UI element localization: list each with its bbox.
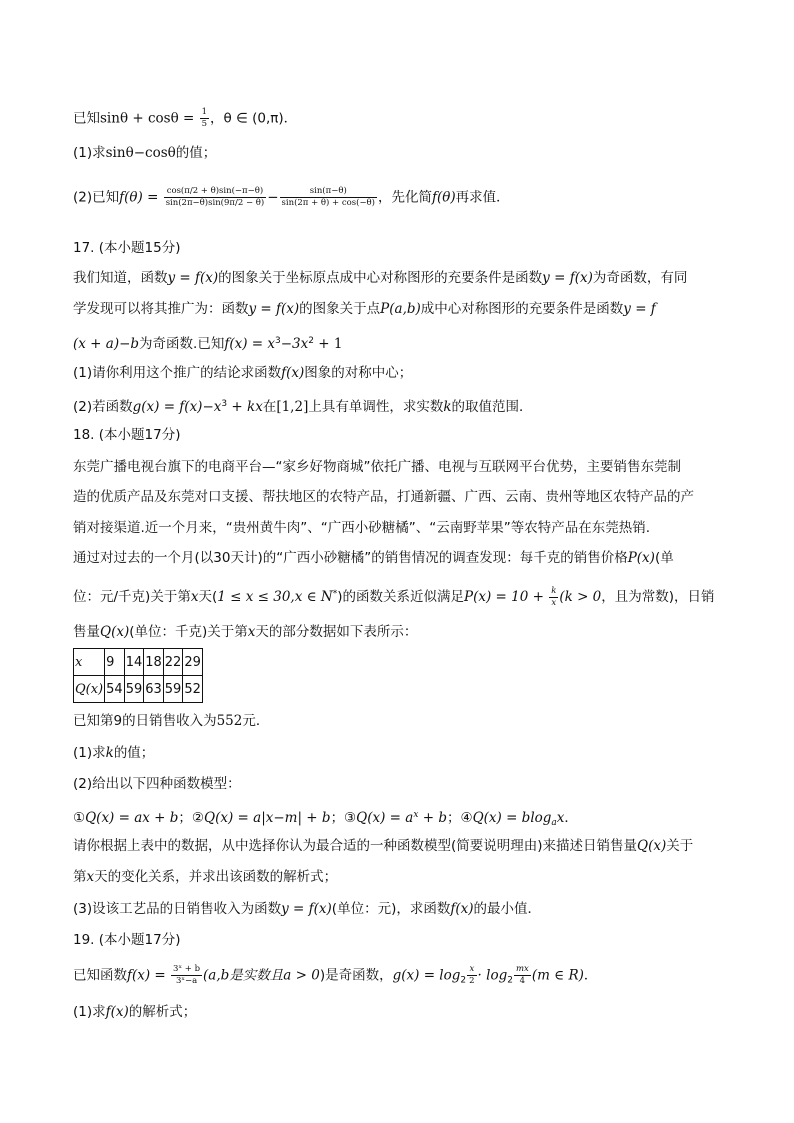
q18-line9: 第x天的变化关系，并求出该函数的解析式； [73, 869, 338, 885]
q16-part2-frac2: $\frac{\sin(\pi-\theta)}{\sin(2\pi + \theta) + \cos(-\theta)}$ [281, 186, 375, 208]
q16-part2-frac1: $\frac{\cos(\pi/2 + \theta)\sin(-\pi-\theta)}{\sin(2\pi-\theta)\sin(9\pi/2 - \theta)}$ [165, 186, 265, 208]
q18-price-frac: $\frac{k}{x}$ [551, 585, 557, 608]
table-cell: 18 [144, 649, 164, 676]
table-row [74, 649, 203, 676]
table-cell: 59 [163, 676, 183, 703]
q18-line3: 销对接渠道.近一个月来，“贵州黄牛肉”、“广西小砂糖橘”、“云南野苹果”等农特产品在东莞热销. [73, 520, 651, 536]
q18-part2: (2)给出以下四种函数模型： [73, 776, 241, 792]
q16-given: 已知sinθ + cosθ = $\frac{1}{5}$ ，θ ∈ (0,π)． [73, 107, 298, 129]
q18-part1: (1)求k的值； [73, 745, 155, 761]
q19-g-frac2: $\frac{mx}{4}$ [515, 964, 529, 986]
q17-header: 17. (本小题15分) [73, 240, 181, 256]
q16-part2: (2)已知f(θ) = $\frac{\cos(\pi/2 + \theta)\sin(-\pi-\theta)}{\sin(2\pi-\theta)\sin(9\pi/2 - \theta)}$ − $\frac{\sin(\pi-\theta)}{\sin(2\pi + \theta) + \cos(-\theta)}$ ，先化简f(θ)再求值． [73, 186, 510, 208]
table-row-header: Q(x) [74, 676, 105, 703]
q19-f-frac: $\frac{\text{3ˣ + b}}{\text{3ˣ−a}}$ [173, 964, 201, 986]
table-cell: 29 [183, 649, 203, 676]
q18-line2: 造的优质产品及东莞对口支援、帮扶地区的农特产品，打通新疆、广西、云南、贵州等地区农特产品的产 [73, 489, 694, 505]
q16-given-frac: $\frac{1}{5}$ [201, 107, 208, 129]
table-cell: 54 [105, 676, 125, 703]
q18-part3: (3)设该工艺品的日销售收入为函数y = f(x)(单位：元)，求函数f(x)的最小值． [73, 901, 541, 917]
table-row-header: x [74, 649, 105, 676]
q17-part2: (2)若函数$g(x) = f(x)-x^3$ + kx在[1,2]上具有单调性，求实数k的取值范围． [73, 399, 533, 415]
q16-part1: (1)求sinθ−cosθ的值； [73, 145, 217, 161]
q17-line3: (x + a)−b为奇函数.已知$f(x) = x^3-3x^2 + 1$ [73, 336, 343, 352]
q18-line6: 售量Q(x)(单位：千克)关于第x天的部分数据如下表所示： [73, 624, 418, 640]
table-row [74, 676, 203, 703]
sales-table [73, 648, 203, 703]
q19-line1: 已知函数f(x) = $\frac{\text{3ˣ + b}}{\text{3ˣ−a}}$ (a,b是实数且a > 0)是奇函数，$g(x) = \log_2$ $\frac{x}{2}$ · $\log_2$ $\frac{mx}{4}$ (m ∈ R)． [73, 964, 598, 986]
q17-line2: 学发现可以将其推广为：函数y = f(x)的图象关于点P(a,b)成中心对称图形的充要条件是函数y = f [73, 301, 656, 317]
table-cell: 14 [124, 649, 144, 676]
q17-part1: (1)请你利用这个推广的结论求函数f(x)图象的对称中心； [73, 365, 413, 381]
q19-header: 19. (本小题17分) [73, 932, 181, 948]
q18-line1: 东莞广播电视台旗下的电商平台—“家乡好物商城”依托广播、电视与互联网平台优势，主要销售东莞制 [73, 459, 681, 475]
q18-line4: 通过对过去的一个月(以30天计)的“广西小砂糖橘”的销售情况的调查发现：每千克的销售价格P(x)(单 [73, 550, 674, 566]
q17-line1: 我们知道，函数y = f(x)的图象关于坐标原点成中心对称图形的充要条件是函数y = f(x)为奇函数，有同 [73, 270, 688, 286]
q19-part1: (1)求f(x)的解析式； [73, 1004, 197, 1020]
q16-given-expr: sinθ + cosθ = [100, 110, 195, 127]
q18-header: 18. (本小题17分) [73, 427, 181, 443]
table-cell: 52 [183, 676, 203, 703]
table-cell: 59 [124, 676, 144, 703]
q18-line5: 位：元/千克)关于第x天(1 ≤ x ≤ 30,x ∈ N*)的函数关系近似满足P(x) = 10 + $\frac{k}{x}$ (k > 0，且为常数)，日销 [73, 585, 715, 608]
table-cell: 22 [163, 649, 183, 676]
q18-line7: 已知第9的日销售收入为552元． [73, 713, 270, 729]
table-cell: 63 [144, 676, 164, 703]
q18-models: ①Q(x) = ax + b；②Q(x) = a|x−m| + b；③Q(x) = $a^x + b$；④Q(x) = blog$_a$x． [73, 810, 578, 828]
q19-g-frac1: $\frac{x}{2}$ [469, 964, 475, 986]
table-cell: 9 [105, 649, 125, 676]
q18-line8: 请你根据上表中的数据，从中选择你认为最合适的一种函数模型(简要说明理由)来描述日销售量Q(x)关于 [73, 838, 694, 854]
